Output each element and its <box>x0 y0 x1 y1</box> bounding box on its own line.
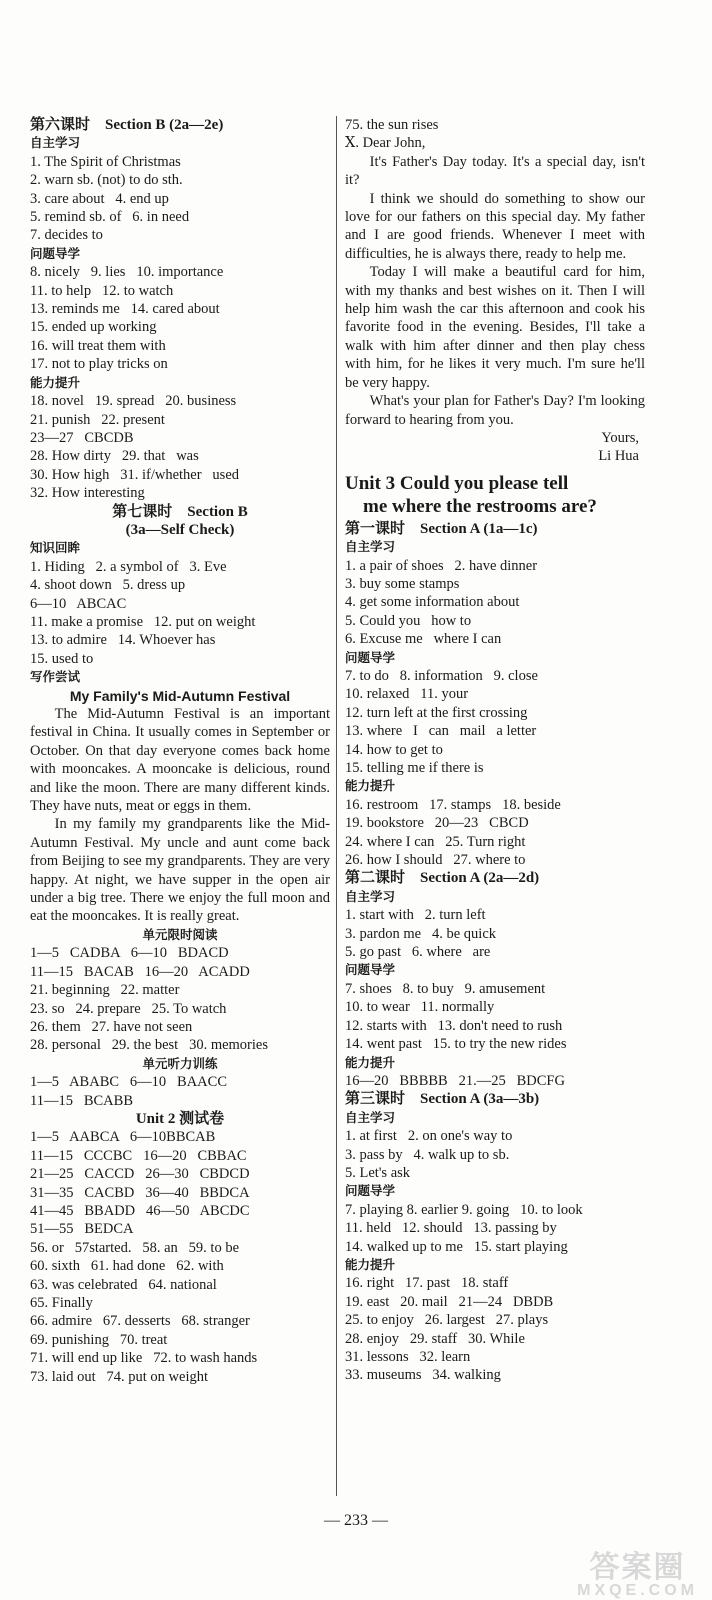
unit-title-line: me where the restrooms are? <box>363 495 597 517</box>
answer-line: 7. to do 8. information 9. close <box>345 667 538 684</box>
answer-line: 1—5 AABCA 6—10BBCAB <box>30 1129 216 1146</box>
answer-line: 66. admire 67. desserts 68. stranger <box>30 1313 250 1330</box>
section-header: 第二课时 Section A (2a—2d) <box>345 870 540 887</box>
section-header: 第六课时 Section B (2a—2e) <box>30 117 224 133</box>
answer-line: 26. them 27. have not seen <box>30 1018 193 1035</box>
subsection-title: 问题导学 <box>30 245 81 261</box>
answer-line: 6—10 ABCAC <box>30 595 127 612</box>
answer-line: 17. not to play tricks on <box>30 356 168 373</box>
letter <box>345 153 645 429</box>
answer-line: 71. will end up like 72. to wash hands <box>30 1350 258 1367</box>
answer-list <box>30 392 330 502</box>
subsection-title: 自主学习 <box>30 135 81 151</box>
section-header: 第一课时 Section A (1a—1c) <box>345 520 538 537</box>
answer-line: 28. How dirty 29. that was <box>30 448 199 465</box>
answer-line: 31. lessons 32. learn <box>345 1349 471 1365</box>
watermark-url: MXQE.COM <box>577 1582 698 1599</box>
answer-line: 5. Let's ask <box>345 1164 411 1181</box>
answer-list <box>30 263 330 373</box>
subsection-title: 能力提升 <box>345 1054 396 1070</box>
subsection-title: 问题导学 <box>345 649 396 665</box>
answer-line: 3. buy some stamps <box>345 575 460 592</box>
letter-paragraph: It's Father's Day today. It's a special day, isn't it? <box>345 153 645 189</box>
subsection-title: 自主学习 <box>345 888 396 904</box>
answer-line: 14. walked up to me 15. start playing <box>345 1238 568 1255</box>
subsection-title: 能力提升 <box>345 778 396 794</box>
letter-signature: Li Hua <box>598 448 639 465</box>
answer-line: 15. ended up working <box>30 319 157 336</box>
unit-title-line: Unit 3 Could you please tell <box>345 472 569 494</box>
letter-paragraph: Today I will make a beautiful card for him, with my thanks and best wishes on it. Then I will help him wash the car this afternoon and cook his favorite food in the evening. Besides, I'll take a walk with him after dinner and then play chess with him, for he likes it very much. I'm sure he'll be very happy. <box>345 264 645 391</box>
answer-line: 25. to enjoy 26. largest 27. plays <box>345 1312 549 1329</box>
answer-line: 7. playing 8. earlier 9. going 10. to look <box>345 1201 583 1218</box>
answer-line: 63. was celebrated 64. national <box>30 1276 217 1293</box>
answer-line: 56. or 57started. 58. an 59. to be <box>30 1239 240 1256</box>
answer-list <box>345 557 645 649</box>
answer-line: 69. punishing 70. treat <box>30 1331 168 1348</box>
answer-line: 5. Could you how to <box>345 612 472 629</box>
answer-line: 28. personal 29. the best 30. memories <box>30 1037 268 1054</box>
answer-line: 4. shoot down 5. dress up <box>30 577 186 594</box>
answer-line: 1—5 CADBA 6—10 BDACD <box>30 945 229 962</box>
answer-line: 1. start with 2. turn left <box>345 907 486 924</box>
answer-line: 21. punish 22. present <box>30 411 165 428</box>
answer-line: 16. restroom 17. stamps 18. beside <box>345 796 561 813</box>
answer-line: 11—15 CCCBC 16—20 CBBAC <box>30 1147 247 1164</box>
answer-line: 12. turn left at the first crossing <box>345 704 528 721</box>
answer-line: 15. used to <box>30 650 94 667</box>
answer-line: 16. right 17. past 18. staff <box>345 1275 509 1292</box>
answer-line: 21. beginning 22. matter <box>30 982 180 999</box>
subsection-title: 写作尝试 <box>30 669 81 685</box>
answer-list <box>345 796 645 870</box>
answer-line: 41—45 BBADD 46—50 ABCDC <box>30 1202 250 1219</box>
answer-line: 51—55 BEDCA <box>30 1221 134 1238</box>
section-title: 单元听力训练 <box>142 1055 218 1071</box>
answer-line: 11. to help 12. to watch <box>30 282 174 299</box>
answer-line: 1. at first 2. on one's way to <box>345 1128 513 1145</box>
answer-line: 1. a pair of shoes 2. have dinner <box>345 557 538 574</box>
answer-line: 1. Hiding 2. a symbol of 3. Eve <box>30 558 227 575</box>
answer-line: 3. care about 4. end up <box>30 190 169 207</box>
answer-list <box>30 558 330 668</box>
answer-line: 16—20 BBBBB 21.—25 BDCFG <box>345 1072 565 1089</box>
answer-line: Ⅹ. Dear John, <box>345 135 426 152</box>
answer-line: 19. east 20. mail 21—24 DBDB <box>345 1293 554 1310</box>
letter-paragraph: I think we should do something to show our love for our fathers on this special day. My father and I are good friends. Whenever I meet with difficulties, he is always there, ready to help me. <box>345 190 645 262</box>
answer-line: 11. held 12. should 13. passing by <box>345 1220 557 1237</box>
answer-list <box>30 944 330 1054</box>
answer-line: 2. warn sb. (not) to do sth. <box>30 172 183 189</box>
answer-line: 7. decides to <box>30 227 103 244</box>
column-divider <box>336 116 337 1496</box>
essay-title: My Family's Mid-Autumn Festival <box>69 687 291 704</box>
answer-list <box>345 1127 645 1182</box>
answer-list <box>345 1072 645 1090</box>
answer-line: 3. pass by 4. walk up to sb. <box>345 1146 510 1163</box>
section-title: 单元限时阅读 <box>142 926 218 942</box>
answer-list <box>30 1073 330 1110</box>
subsection-title: 能力提升 <box>345 1256 396 1272</box>
answer-line: 5. go past 6. where are <box>345 944 491 961</box>
answer-line: 12. starts with 13. don't need to rush <box>345 1017 563 1034</box>
letter-paragraph: What's your plan for Father's Day? I'm looking forward to hearing from you. <box>345 393 645 428</box>
test-title: Unit 2 测试卷 <box>135 1110 225 1127</box>
answer-line: 1. The Spirit of Christmas <box>30 153 181 170</box>
answer-list <box>345 1201 645 1256</box>
answer-line: 1—5 ABABC 6—10 BAACC <box>30 1074 227 1091</box>
answer-line: 13. where I can mail a letter <box>345 723 537 740</box>
answer-line: 18. novel 19. spread 20. business <box>30 393 237 410</box>
answer-line: 3. pardon me 4. be quick <box>345 925 497 942</box>
answer-list <box>345 906 645 961</box>
watermark-text: 答案圈 <box>589 1551 686 1584</box>
answer-line: 5. remind sb. of 6. in need <box>30 209 190 226</box>
answer-line: 31—35 CACBD 36—40 BBDCA <box>30 1184 250 1201</box>
answer-line: 73. laid out 74. put on weight <box>30 1368 209 1385</box>
subsection-title: 知识回眸 <box>30 540 81 556</box>
answer-line: 11. make a promise 12. put on weight <box>30 613 256 630</box>
answer-line: 14. how to get to <box>345 741 443 758</box>
answer-line: 14. went past 15. to try the new rides <box>345 1036 567 1053</box>
answer-line: 8. nicely 9. lies 10. importance <box>30 264 224 281</box>
subsection-title: 问题导学 <box>345 962 396 978</box>
subsection-title: 自主学习 <box>345 1109 396 1125</box>
answer-list <box>345 980 645 1054</box>
answer-line: 6. Excuse me where I can <box>345 631 502 648</box>
answer-line: 11—15 BACAB 16—20 ACADD <box>30 963 250 980</box>
answer-line: 13. to admire 14. Whoever has <box>30 632 216 649</box>
section-header-sub: (3a—Self Check) <box>125 521 235 538</box>
subsection-title: 问题导学 <box>345 1183 396 1199</box>
answer-line: 16. will treat them with <box>30 337 166 354</box>
answer-list <box>345 667 645 777</box>
answer-line: 65. Finally <box>30 1295 93 1311</box>
answer-list <box>345 116 645 153</box>
answer-line: 11—15 BCABB <box>30 1092 133 1109</box>
watermark-logo <box>577 1542 698 1600</box>
answer-line: 4. get some information about <box>345 594 520 611</box>
answer-list <box>30 1128 330 1386</box>
page-number: — 233 — <box>324 1512 388 1529</box>
answer-line: 33. museums 34. walking <box>345 1367 501 1384</box>
answer-line: 7. shoes 8. to buy 9. amusement <box>345 980 546 997</box>
answer-line: 23—27 CBCDB <box>30 429 134 446</box>
answer-line: 23. so 24. prepare 25. To watch <box>30 1000 227 1017</box>
right-column <box>345 116 645 1385</box>
answer-line: 26. how I should 27. where to <box>345 852 526 869</box>
answer-line: 60. sixth 61. had done 62. with <box>30 1258 224 1275</box>
unit-title <box>345 472 645 518</box>
answer-list <box>345 1274 645 1384</box>
answer-line: 15. telling me if there is <box>345 760 484 776</box>
subsection-title: 自主学习 <box>345 539 396 555</box>
section-header: 第三课时 Section A (3a—3b) <box>345 1091 540 1108</box>
essay-paragraph: The Mid-Autumn Festival is an important festival in China. It usually comes in September or October. On that day everyone comes back home with mooncakes. A mooncake is delicious, round and like the moon. There are many different kinds. They have nuts, meat or eggs in them. <box>30 706 330 815</box>
section-header: 第七课时 Section B <box>112 503 248 520</box>
answer-line: 10. relaxed 11. your <box>345 686 469 703</box>
essay-paragraph: In my family my grandparents like the Mid-Autumn Festival. My uncle and aunt come back from Beijing to see my grandparents. They are very happy. At night, we have supper in the open air under a big tree. There we enjoy the full moon and eat the mooncakes. It is really great. <box>30 816 330 925</box>
letter-closing: Yours, <box>601 429 639 446</box>
left-column <box>30 116 330 1386</box>
essay <box>30 705 330 926</box>
answer-line: 24. where I can 25. Turn right <box>345 833 526 850</box>
answer-line: 32. How interesting <box>30 485 145 502</box>
answer-line: 13. reminds me 14. cared about <box>30 301 220 318</box>
answer-line: 28. enjoy 29. staff 30. While <box>345 1330 525 1347</box>
answer-line: 75. the sun rises <box>345 117 439 133</box>
answer-line: 10. to wear 11. normally <box>345 999 495 1016</box>
answer-line: 19. bookstore 20—23 CBCD <box>345 815 529 832</box>
subsection-title: 能力提升 <box>30 374 81 390</box>
answer-line: 21—25 CACCD 26—30 CBDCD <box>30 1166 250 1183</box>
answer-line: 30. How high 31. if/whether used <box>30 466 240 483</box>
answer-list <box>30 153 330 245</box>
